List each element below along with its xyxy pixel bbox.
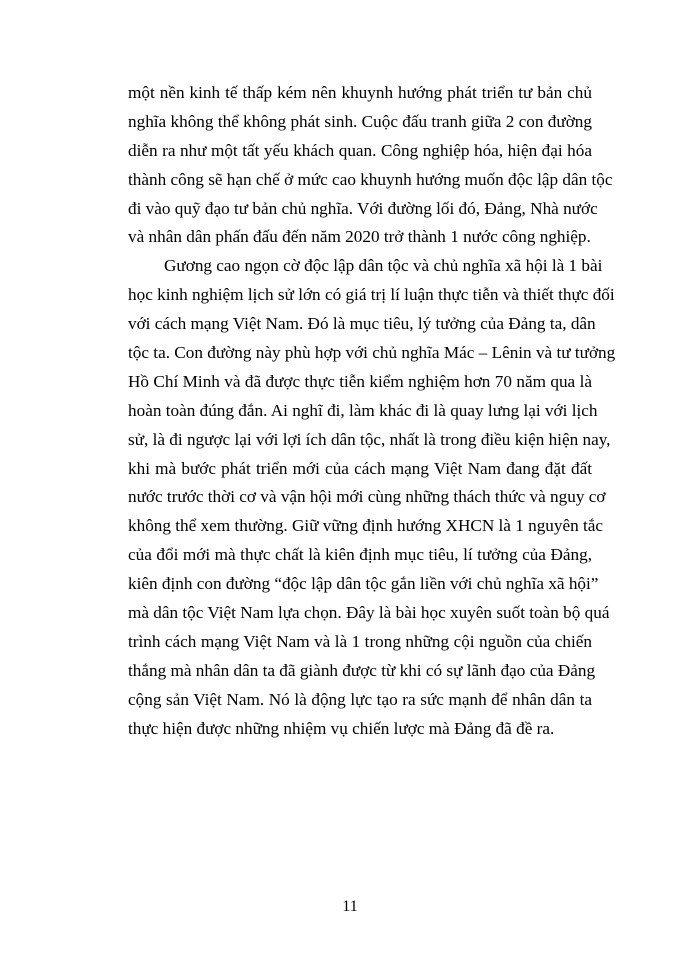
text-line: thắng mà nhân dân ta đã giành được từ khi có sự lãnh đạo của Đảng xyxy=(128,660,596,680)
text-line: kiên định con đường “độc lập dân tộc gắn liền với chủ nghĩa xã hội” xyxy=(128,574,599,594)
body-text xyxy=(128,79,616,743)
text-line: hoàn toàn đúng đắn. Ai nghĩ đi, làm khác đi là quay lưng lại với lịch xyxy=(128,400,598,420)
text-line: và nhân dân phấn đấu đến năm 2020 trở thành 1 nước công nghiệp. xyxy=(128,227,591,247)
text-line: của đổi mới mà thực chất là kiên định mục tiêu, lí tưởng của Đảng, xyxy=(128,545,592,565)
text-line: đi vào quỹ đạo tư bản chủ nghĩa. Với đường lối đó, Đảng, Nhà nước xyxy=(128,198,598,218)
text-line: với cách mạng Việt Nam. Đó là mục tiêu, lý tưởng của Đảng ta, dân xyxy=(128,314,596,334)
text-line: nghĩa không thể không phát sinh. Cuộc đấu tranh giữa 2 con đường xyxy=(128,111,592,131)
text-line: Hồ Chí Minh và đã được thực tiễn kiểm nghiệm hơn 70 năm qua là xyxy=(128,371,592,391)
paragraph xyxy=(128,79,613,252)
text-line: cộng sản Việt Nam. Nó là động lực tạo ra sức mạnh để nhân dân ta xyxy=(128,689,592,709)
text-line: học kinh nghiệm lịch sử lớn có giá trị lí luận thực tiễn và thiết thực đối xyxy=(128,285,615,305)
text-line: khi mà bước phát triển mới của cách mạng Việt Nam đang đặt đất xyxy=(128,458,592,478)
text-line: mà dân tộc Việt Nam lựa chọn. Đây là bài học xuyên suốt toàn bộ quá xyxy=(128,603,610,623)
text-line: sử, là đi ngược lại với lợi ích dân tộc, nhất là trong điều kiện hiện nay, xyxy=(128,429,611,449)
text-line: không thể xem thường. Giữ vững định hướng XHCN là 1 nguyên tắc xyxy=(128,516,604,536)
text-line: Gương cao ngọn cờ độc lập dân tộc và chủ nghĩa xã hội là 1 bài xyxy=(164,256,603,276)
page-number: 11 xyxy=(342,898,358,915)
text-line: một nền kinh tế thấp kém nên khuynh hướng phát triển tư bản chủ xyxy=(128,83,592,102)
text-line: trình cách mạng Việt Nam và là 1 trong những cội nguồn của chiến xyxy=(128,631,592,651)
text-line: diễn ra như một tất yếu khách quan. Công nghiệp hóa, hiện đại hóa xyxy=(128,140,592,160)
text-line: thực hiện được những nhiệm vụ chiến lược mà Đảng đã đề ra. xyxy=(128,718,555,738)
paragraph xyxy=(128,252,616,743)
text-line: thành công sẽ hạn chế ở mức cao khuynh hướng muốn độc lập dân tộc xyxy=(128,169,613,189)
text-line: nước trước thời cơ và vận hội mới cùng những thách thức và nguy cơ xyxy=(128,487,606,507)
text-line: tộc ta. Con đường này phù hợp với chủ nghĩa Mác – Lênin và tư tưởng xyxy=(128,343,616,363)
